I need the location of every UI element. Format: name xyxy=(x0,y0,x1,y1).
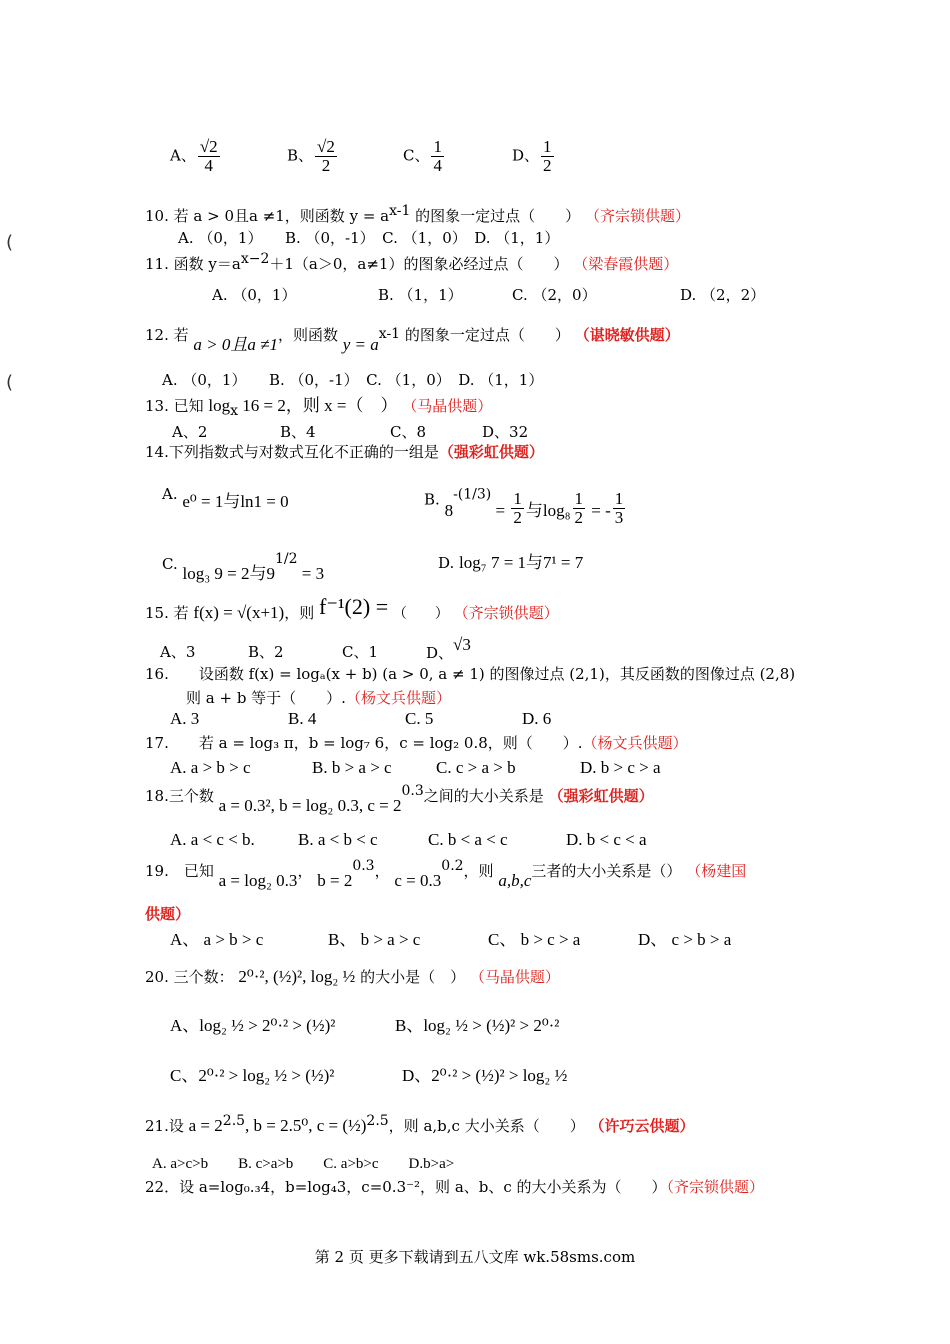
question-credit: （强彩虹供题） xyxy=(438,443,544,461)
q18-option-b: B. a < b < c xyxy=(298,830,378,849)
q18-option-a: A. a < c < b. xyxy=(170,830,255,849)
question-credit: （马晶供题） xyxy=(402,397,493,415)
question-credit: （齐宗锁供题） xyxy=(584,207,690,225)
q19-credit-cont: 供题） xyxy=(145,905,191,923)
q17-option-d: D. b > c > a xyxy=(580,758,661,777)
question-credit: （马晶供题） xyxy=(469,968,560,986)
q15-option-c: C、1 xyxy=(342,643,379,661)
q10-options: A. （0，1） B. （0，-1） C. （1，0） D. （1，1） xyxy=(178,229,560,247)
q22-stem: 22．设 a=log₀.₃4，b=log₄3，c=0.3⁻²，则 a、b、c 的大小关系为（ ）（齐宗锁供题） xyxy=(145,1178,765,1196)
q21-options: A. a>c>b B. c>a>b C. a>b>c D.b>a> xyxy=(152,1156,455,1172)
q19-option-d: D、 c > b > a xyxy=(638,930,732,949)
q13-stem: 13. 已知 $\log_x 16 = 2$，则 x =（ ） （马晶供题） xyxy=(145,396,493,419)
q12-stem: 12. 若 a > 0且a ≠1，则函数 $y = a^{x-1}$ 的图象一定过点（ ） （谌晓敏供题） xyxy=(145,326,680,354)
q17-option-c: C. c > a > b xyxy=(436,758,516,777)
question-credit: （梁春霞供题） xyxy=(573,255,679,273)
q20-option-d: D、2⁰·² > (½)² > log₂ ½ xyxy=(402,1066,568,1085)
q19-option-b: B、 b > a > c xyxy=(328,930,421,949)
q17-stem: 17. 若 a = log₃ π，b = log₇ 6，c = log₂ 0.8，则（ ）.（杨文兵供题） xyxy=(145,734,688,752)
q12-options: A. （0，1） B. （0，-1） C. （1，0） D. （1，1） xyxy=(162,371,544,389)
q11-option-b: B. （1，1） xyxy=(378,286,463,304)
q15-option-a: A、3 xyxy=(160,643,196,661)
question-credit: （杨建国 xyxy=(686,862,747,880)
q15-option-d: D、√3 xyxy=(426,635,471,662)
q16-option-d: D. 6 xyxy=(522,709,552,728)
q15-option-b: B、2 xyxy=(248,643,284,661)
q21-stem: 21.设 $a = 2^{2.5}$, b = 2.5⁰, c = (½)$^{2.5}$，则 a,b,c 大小关系（ ） （许巧云供题） xyxy=(145,1113,695,1135)
q16-stem: 16. 设函数 f(x) = logₐ(x + b) (a > 0, a ≠ 1) 的图像过点 (2,1)，其反函数的图像过点 (2,8) xyxy=(145,665,796,683)
option-a-label: A、 xyxy=(170,146,196,165)
q14-option-a: A. e⁰ = 1与ln1 = 0 xyxy=(162,485,289,511)
q16-option-a: A. 3 xyxy=(170,709,200,728)
q20-option-b: B、log₂ ½ > (½)² > 2⁰·² xyxy=(395,1016,560,1035)
q14-option-c: C. log₃ 9 = 2与$9^{1/2} = 3$ xyxy=(162,551,325,583)
question-credit: （杨文兵供题） xyxy=(345,689,451,707)
q13-option-d: D、32 xyxy=(482,423,529,441)
q14-option-b: B. $8^{-(1/3)}$ = $\frac{1}{2}$ 与log₈ $\frac{1}{2}$ = - $\frac{1}{3}$ xyxy=(424,486,624,527)
q11-option-c: C. （2，0） xyxy=(512,286,597,304)
fraction: $\frac{√2}{4}$ xyxy=(199,137,218,175)
q18-option-d: D. b < c < a xyxy=(566,830,647,849)
q13-option-c: C、8 xyxy=(390,423,427,441)
q19-option-c: C、 b > c > a xyxy=(488,930,581,949)
q10-stem: 10. 若 a > 0且a ≠1，则函数 $y = a^{x-1}$ 的图象一定过点（ ） （齐宗锁供题） xyxy=(145,203,690,225)
margin-mark: ( xyxy=(6,232,14,253)
q14-option-d: D. log₇ 7 = 1与7¹ = 7 xyxy=(438,553,584,572)
q16-line2: 则 a + b 等于（ ）.（杨文兵供题） xyxy=(186,689,451,707)
q18-stem: 18.三个数 a = 0.3², b = log₂ 0.3, $c = 2^{0.3}$之间的大小关系是 （强彩虹供题） xyxy=(145,783,654,815)
q9-options xyxy=(170,138,222,175)
q20-option-a: A、log₂ ½ > 2⁰·² > (½)² xyxy=(170,1016,336,1035)
question-credit: （齐宗锁供题） xyxy=(666,1178,765,1196)
q16-option-b: B. 4 xyxy=(288,709,317,728)
margin-mark: ( xyxy=(6,372,14,393)
q14-stem: 14.下列指数式与对数式互化不正确的一组是（强彩虹供题） xyxy=(145,443,544,461)
q17-option-b: B. b > a > c xyxy=(312,758,392,777)
q15-stem: 15. 若 f(x) = √(x+1)，则 f⁻¹(2) = （ ） （齐宗锁供题） xyxy=(145,594,559,622)
q11-stem: 11. 函数 $y=a^{x-2}+1(a>0$，a≠1）的图象必经过点（ ） （梁春霞供题） xyxy=(145,251,679,273)
page-footer: 第 2 页 更多下载请到五八文库 wk.58sms.com xyxy=(314,1248,636,1266)
question-credit: （杨文兵供题） xyxy=(582,734,688,752)
q11-option-d: D. （2，2） xyxy=(680,286,766,304)
q13-option-b: B、4 xyxy=(280,423,316,441)
question-credit: （齐宗锁供题） xyxy=(453,604,559,622)
q9-option-c: C、 $\frac{1}{4}$ xyxy=(403,137,442,175)
q11-option-a: A. （0，1） xyxy=(212,286,297,304)
question-credit: （谌晓敏供题） xyxy=(574,326,680,344)
q19-stem: 19. 已知 a = log₂ 0.3， $b = 2^{0.3}$， $c = 0.3^{0.2}$，则 a,b,c三者的大小关系是（） （杨建国 xyxy=(145,858,747,890)
q9-option-b: B、 $\frac{√2}{2}$ xyxy=(287,137,335,175)
q9-option-d: D、 $\frac{1}{2}$ xyxy=(512,137,552,175)
q20-option-c: C、2⁰·² > log₂ ½ > (½)² xyxy=(170,1066,335,1085)
q19-option-a: A、 a > b > c xyxy=(170,930,264,949)
q17-option-a: A. a > b > c xyxy=(170,758,251,777)
q20-stem: 20. 三个数： 2⁰·², (½)², log₂ ½ 的大小是（ ） （马晶供题） xyxy=(145,967,560,986)
q16-option-c: C. 5 xyxy=(405,709,434,728)
q13-option-a: A、2 xyxy=(172,423,208,441)
question-credit: （强彩虹供题） xyxy=(548,787,654,805)
q18-option-c: C. b < a < c xyxy=(428,830,508,849)
question-credit: （许巧云供题） xyxy=(589,1117,695,1135)
